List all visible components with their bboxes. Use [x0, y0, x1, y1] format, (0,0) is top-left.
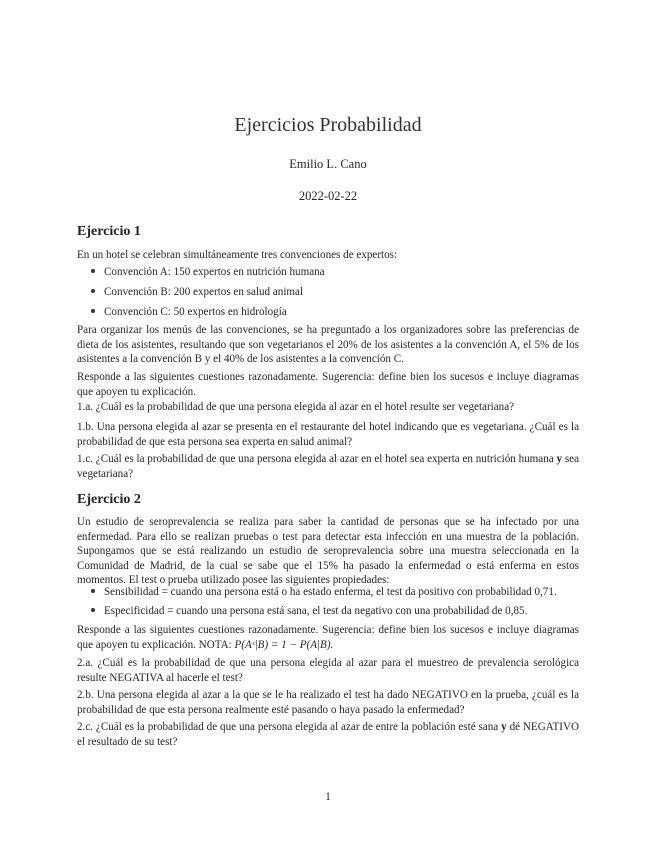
bullet-icon [91, 269, 95, 273]
bullet-icon [91, 289, 95, 293]
ejercicio2-heading: Ejercicio 2 [77, 492, 141, 507]
ejercicio2-bullet: Sensibilidad = cuando una persona está o ha estado enferma, el test da positivo con probabilidad 0,71. [91, 585, 557, 600]
page-number: 1 [325, 791, 331, 803]
bullet-icon [91, 589, 95, 593]
ejercicio1-instructions: Responde a las siguientes cuestiones razonadamente. Sugerencia: define bien los sucesos e incluye diagramas que apoyen tu explicación. [77, 371, 579, 398]
question-1c: 1.c. ¿Cuál es la probabilidad de que una persona elegida al azar en el hotel sea experta en nutrición humana y sea vegetariana? [77, 453, 579, 480]
question-2c: 2.c. ¿Cuál es la probabilidad de que una persona elegida al azar de entre la población esté sana y dé NEGATIVO el resultado de su test? [77, 721, 580, 748]
document-date: 2022-02-22 [298, 189, 358, 203]
ejercicio1-paragraph: Para organizar los menús de las convenciones, se ha preguntado a los organizadores sobre las preferencias de dieta de los asistentes, resultando que son vegetarianos el 20% de los asistentes a la convención A, el 5% de los asistentes a la convención B y el 40% de los asistentes a la convención C. [77, 324, 579, 366]
ejercicio2-paragraph: Un estudio de seroprevalencia se realiza para saber la cantidad de personas que se ha infectado por una enfermedad. Para ello se realizan pruebas o test para detectar esta infección en una muestra de la población. Supongamos que se está realizando un estudio de seroprevalencia sobre una muestra seleccionada en la Comunidad de Madrid, de la cual se sabe que el 15% ha pasado la enfermedad o está enferma en estos momentos. El test o prueba utilizado posee las siguientes propiedades: [77, 516, 579, 587]
ejercicio1-heading: Ejercicio 1 [77, 224, 141, 239]
question-2a: 2.a. ¿Cuál es la probabilidad de que una persona elegida al azar para el muestreo de prevalencia serológica resulte NEGATIVA al hacerle el test? [77, 657, 579, 684]
ejercicio1-intro: En un hotel se celebran simultáneamente tres convenciones de expertos: [77, 249, 398, 261]
ejercicio1-bullet: Convención C: 50 expertos en hidrología [91, 305, 287, 320]
question-1a: 1.a. ¿Cuál es la probabilidad de que una persona elegida al azar en el hotel resulte ser vegetariana? [77, 401, 515, 413]
bullet-icon [91, 309, 95, 313]
bullet-icon [91, 608, 95, 612]
document-author: Emilio L. Cano [289, 157, 367, 171]
question-1b: 1.b. Una persona elegida al azar se presenta en el restaurante del hotel indicando que es vegetariana. ¿Cuál es la probabilidad de que esta persona sea experta en salud animal? [77, 421, 579, 448]
ejercicio1-bullet: Convención A: 150 expertos en nutrición humana [91, 265, 325, 280]
ejercicio2-bullet: Especificidad = cuando una persona está sana, el test da negativo con una probabilidad de 0,85. [91, 604, 527, 619]
ejercicio2-instructions: Responde a las siguientes cuestiones razonadamente. Sugerencia: define bien los sucesos e incluye diagramas que apoyen tu explicación. NOTA: P(Aᶜ|B) = 1 − P(A|B). [77, 624, 579, 651]
document-title: Ejercicios Probabilidad [234, 114, 422, 136]
nota-formula: P(Aᶜ|B) = 1 − P(A|B). [234, 638, 334, 651]
question-2b: 2.b. Una persona elegida al azar a la que se le ha realizado el test ha dado NEGATIVO en la prueba, ¿cuál es la probabilidad de que esta persona realmente esté pasando o haya pasado la enfermedad? [77, 689, 579, 716]
ejercicio1-bullet: Convención B: 200 expertos en salud animal [91, 285, 303, 300]
